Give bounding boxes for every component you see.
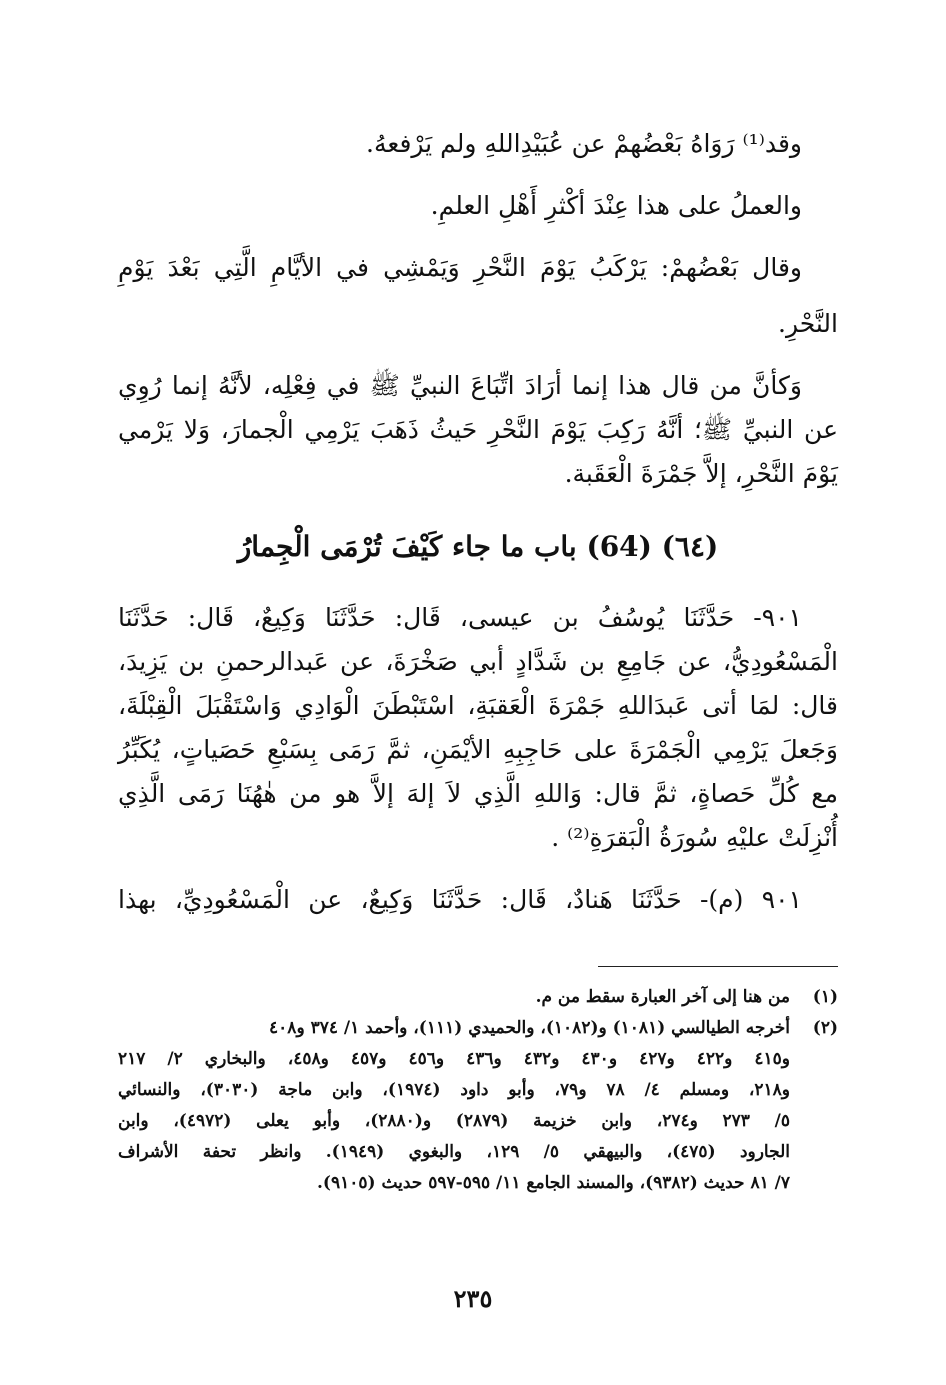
paragraph-explanation-line-3: يَوْمَ النَّحْرِ، إلاَّ جَمْرَةَ الْعَقَبة. <box>564 459 838 488</box>
hadith-901-line-5: مع كُلِّ حَصاةٍ، ثمَّ قال: وَاللهِ الَّذِي لاَ إلهَ إلاَّ هو من هٰهُنَا رَمَى الَّذِي <box>118 779 838 808</box>
page-number: ٢٣٥ <box>453 1284 493 1313</box>
footnote-2-line-3: و٢١٨، ومسلم ٤/ ٧٨ و٧٩، وأبو داود (١٩٧٤)، وابن ماجة (٣٠٣٠)، والنسائي <box>118 1080 791 1100</box>
footnote-1-number: (١) <box>812 987 838 1007</box>
footnote-2-line-6: ٧/ ٨١ حديث (٩٣٨٢)، والمسند الجامع ١١/ ٥٩٥-٥٩٧ حديث (٩١٠٥). <box>316 1173 790 1193</box>
paragraph-narration-note: وقد⁽¹⁾ رَوَاهُ بَعْضُهمْ عن عُبَيْدِاللهِ ولم يَرْفعهُ. <box>366 129 802 158</box>
footnote-1 <box>118 982 838 1013</box>
footnote-2-line-1 <box>118 1013 838 1044</box>
footnote-2-line-4: ٥/ ٢٧٣ و٢٧٤، وابن خزيمة (٢٨٧٩) و(٢٨٨٠)، وأبو يعلى (٤٩٧٢)، وابن <box>118 1111 790 1131</box>
hadith-901-line-2: الْمَسْعُودِيُّ، عن جَامِعِ بن شَدَّادٍ أبي صَخْرَةَ، عن عَبدالرحمنِ بن يَزِيدَ، <box>118 647 838 676</box>
footnote-2-text-1: أخرجه الطيالسي (١٠٨١) و(١٠٨٢)، والحميدي (١١١)، وأحمد ١/ ٣٧٤ و٤٠٨ <box>269 1018 790 1038</box>
main-text-top <box>118 122 838 496</box>
footnote-separator <box>598 966 838 967</box>
footnote-2-line-2: و٤١٥ و٤٢٢ و٤٢٧ و٤٣٠ و٤٣٢ و٤٣٦ و٤٥٦ و٤٥٧ و٤٥٨، والبخاري ٢/ ٢١٧ <box>118 1049 790 1069</box>
hadith-901-line-4: وَجَعلَ يَرْمِي الْجَمْرَةَ على حَاجِبِهِ الأيْمَنِ، ثمَّ رَمَى بِسَبْعِ حَصَياتٍ، يُكَبِّرُ <box>118 735 838 764</box>
hadith-901-line-1: ٩٠١- حَدَّثَنَا يُوسُفُ بن عيسى، قَال: حَدَّثَنَا وَكِيعٌ، قَال: حَدَّثَنَا <box>118 603 802 632</box>
paragraph-scholarly-practice: والعملُ على هذا عِنْدَ أكْثرِ أَهْلِ العلمِ. <box>430 191 802 220</box>
hadith-901-line-3: قال: لمَا أتى عَبدَاللهِ جَمْرَةَ الْعَقبَةِ، اسْتَبْطَنَ الْوَادِي وَاسْتَقْبَلَ الْقِبْلَةَ، <box>118 691 838 720</box>
paragraph-explanation-line-2: عن النبيِّ ﷺ؛ أنَّهُ رَكِبَ يَوْمَ النَّحْرِ حَيثُ ذَهَبَ يَرْمِي الْجمارَ، وَلا يَرْمي <box>118 415 838 444</box>
paragraph-some-said-line-2: النَّحْرِ. <box>778 309 838 338</box>
footnote-1-text: من هنا إلى آخر العبارة سقط من م. <box>535 987 790 1007</box>
footnote-2-line-5: الجارود (٤٧٥)، والبيهقي ٥/ ١٢٩، والبغوي (١٩٤٩). وانظر تحفة الأشراف <box>118 1142 790 1162</box>
chapter-heading: (٦٤) (64) باب ما جاء كَيْفَ تُرْمَى الْجِمارُ <box>237 530 719 563</box>
hadith-901-block <box>118 596 838 922</box>
footnotes <box>118 982 838 1199</box>
paragraph-explanation-line-1: وَكأنَّ من قال هذا إنما أرَادَ اتِّبَاعَ النبيِّ ﷺ في فِعْلِه، لأنَّهُ إنما رُوِي <box>118 371 802 400</box>
hadith-901-line-6: أُنْزِلَتْ عليْهِ سُورَةُ الْبَقرَةِ⁽²⁾ . <box>551 823 838 852</box>
paragraph-some-said-line-1: وقال بَعْضُهمْ: يَرْكَبُ يَوْمَ النَّحْرِ وَيَمْشِي في الأيَّامِ الَّتِي بَعْدَ يَوْمِ <box>118 253 802 282</box>
hadith-901m-line: ٩٠١ (م)- حَدَّثَنَا هَنادٌ، قَال: حَدَّثَنَا وَكِيعٌ، عن الْمَسْعُودِيِّ، بهذا <box>118 885 802 914</box>
footnote-2-number: (٢) <box>812 1018 838 1038</box>
